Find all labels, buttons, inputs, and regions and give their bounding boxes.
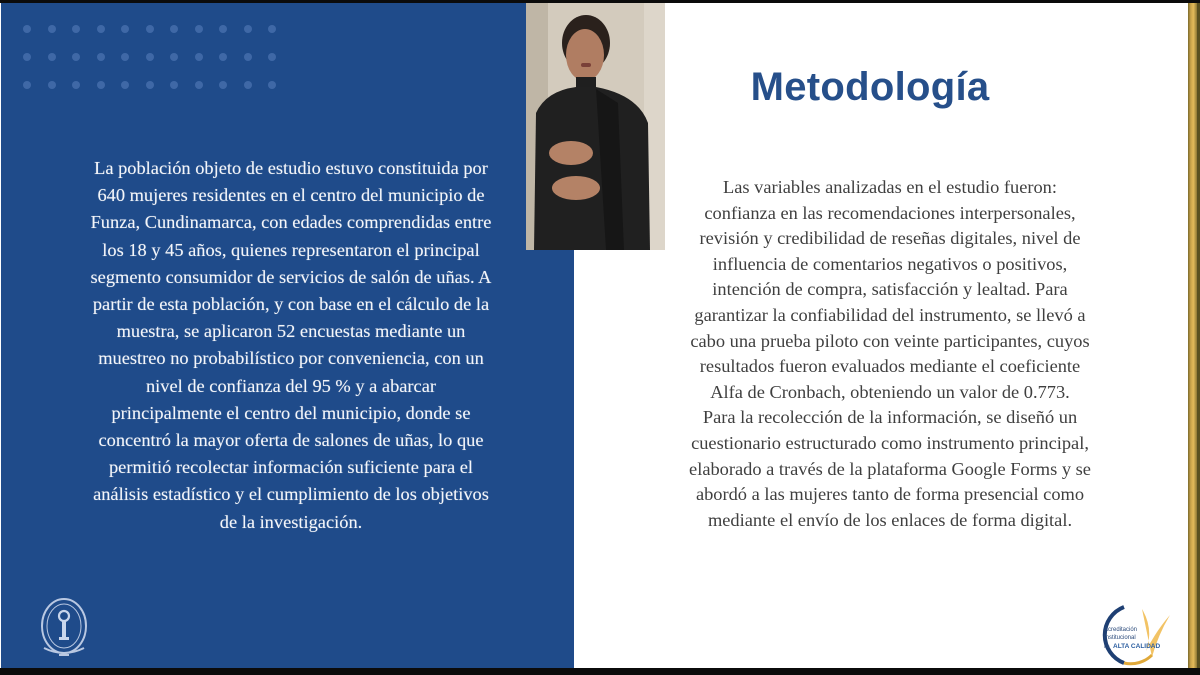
decorative-dot — [219, 53, 227, 61]
decorative-dot — [23, 81, 31, 89]
decorative-dot — [219, 81, 227, 89]
paragraph-line: Alfa de Cronbach, obteniendo un valor de 0.773. — [710, 381, 1070, 402]
paragraph-line: confianza en las recomendaciones interpersonales, — [704, 202, 1076, 223]
svg-text:ALTA CALIDAD: ALTA CALIDAD — [1113, 643, 1161, 650]
paragraph-line: intención de compra, satisfacción y lealtad. Para — [712, 279, 1068, 300]
paragraph-line: permitió recolectar información suficiente para el — [108, 457, 474, 478]
paragraph-line: cuestionario estructurado como instrumento principal, — [691, 432, 1089, 453]
paragraph-line: 640 mujeres residentes en el centro del municipio de — [97, 185, 485, 206]
paragraph-line: principalmente el centro del municipio, donde se — [111, 402, 471, 423]
decorative-dot — [170, 25, 178, 33]
paragraph-line: análisis estadístico y el cumplimiento de los objetivos — [93, 484, 489, 505]
decorative-dot — [48, 81, 56, 89]
presenter-webcam-icon — [526, 3, 665, 250]
paragraph-line: Funza, Cundinamarca, con edades comprendidas entre — [90, 212, 492, 233]
paragraph-line: influencia de comentarios negativos o positivos, — [712, 253, 1068, 274]
paragraph-line: abordó a las mujeres tanto de forma presencial como — [695, 484, 1085, 505]
paragraph-line: muestra, se aplicaron 52 encuestas mediante un — [116, 321, 466, 342]
paragraph-line: partir de esta población, y con base en el cálculo de la — [92, 294, 490, 315]
accreditation-logo-icon — [1094, 601, 1174, 669]
population-paragraph — [41, 155, 541, 536]
decorative-dot — [97, 81, 105, 89]
svg-text:EN: EN — [1104, 644, 1110, 649]
university-seal-icon — [39, 596, 89, 659]
decorative-dot — [244, 25, 252, 33]
bottom-letterbox-bar — [0, 668, 1200, 675]
decorative-dot — [268, 81, 276, 89]
decorative-dot — [23, 25, 31, 33]
svg-text:Institucional: Institucional — [1104, 635, 1136, 641]
decorative-dot — [121, 53, 129, 61]
decorative-dot — [146, 25, 154, 33]
decorative-dot — [121, 25, 129, 33]
paragraph-line: Para la recolección de la información, se diseñó un — [702, 407, 1078, 428]
decorative-dot — [244, 53, 252, 61]
paragraph-line: resultados fueron evaluados mediante el coeficiente — [699, 356, 1081, 377]
presentation-slide — [0, 3, 1200, 671]
decorative-dot — [72, 53, 80, 61]
decorative-dot — [195, 81, 203, 89]
decorative-dot-grid-icon — [23, 25, 283, 95]
decorative-dot — [72, 25, 80, 33]
paragraph-line: nivel de confianza del 95 % y a abarcar — [145, 375, 436, 396]
decorative-dot — [244, 81, 252, 89]
decorative-dot — [170, 81, 178, 89]
paragraph-line: segmento consumidor de servicios de salón de uñas. A — [90, 266, 492, 287]
presenter-video-overlay[interactable] — [526, 3, 665, 250]
svg-text:Acreditación: Acreditación — [1104, 627, 1138, 633]
slide-title: Metodología — [750, 65, 990, 109]
decorative-dot — [219, 25, 227, 33]
decorative-dot — [23, 53, 31, 61]
paragraph-line: elaborado a través de la plataforma Google Forms y se — [689, 458, 1091, 479]
left-blue-panel — [1, 3, 574, 671]
decorative-dot — [195, 25, 203, 33]
decorative-dot — [146, 53, 154, 61]
decorative-dot — [121, 81, 129, 89]
decorative-dot — [97, 25, 105, 33]
paragraph-line: La población objeto de estudio estuvo constituida por — [94, 158, 488, 178]
decorative-dot — [170, 53, 178, 61]
decorative-dot — [195, 53, 203, 61]
decorative-dot — [146, 81, 154, 89]
methodology-paragraph — [655, 175, 1125, 533]
paragraph-line: los 18 y 45 años, quienes representaron el principal — [102, 239, 480, 260]
paragraph-line: garantizar la confiabilidad del instrumento, se llevó a — [694, 304, 1086, 325]
paragraph-line: cabo una prueba piloto con veinte participantes, cuyos — [690, 330, 1090, 351]
decorative-dot — [268, 53, 276, 61]
paragraph-line: revisión y credibilidad de reseñas digitales, nivel de — [699, 228, 1081, 249]
paragraph-line: mediante el envío de los enlaces de forma digital. — [707, 509, 1073, 530]
decorative-dot — [48, 25, 56, 33]
paragraph-line: de la investigación. — [219, 511, 363, 532]
paragraph-line: Las variables analizadas en el estudio fueron: — [723, 177, 1057, 197]
paragraph-line: muestreo no probabilístico por conveniencia, con un — [98, 348, 484, 369]
decorative-dot — [268, 25, 276, 33]
decorative-dot — [48, 53, 56, 61]
decorative-dot — [72, 81, 80, 89]
gold-border-strip — [1188, 3, 1197, 671]
paragraph-line: concentró la mayor oferta de salones de uñas, lo que — [98, 430, 484, 451]
decorative-dot — [97, 53, 105, 61]
